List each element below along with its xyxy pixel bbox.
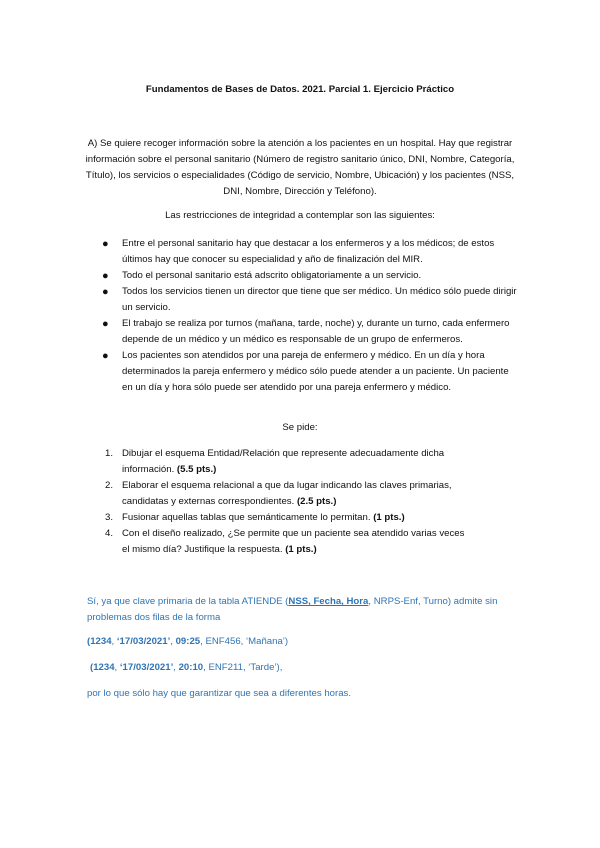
bullet-icon: ●: [102, 350, 109, 362]
tasks-heading: Se pide:: [282, 422, 318, 433]
restriction-text: Entre el personal sanitario hay que destacar a los enfermeros y a los médicos; de estos últimos hay que conocer su especialidad y año de finalización del MIR.: [122, 238, 495, 265]
task-points: (5.5 pts.): [176, 464, 217, 475]
bullet-icon: ●: [102, 318, 109, 330]
row-rest: , ENF211, ‘Tarde’),: [203, 662, 283, 673]
sep: ,: [111, 636, 117, 647]
task-number: 1.: [105, 448, 114, 459]
row-fecha: ‘17/03/2021’: [119, 662, 174, 673]
tasks-list: [100, 446, 470, 558]
primary-key: NSS, Fecha, Hora: [288, 596, 369, 607]
task-text: Con el diseño realizado, ¿Se permite que un paciente sea atendido varias veces el mismo día? Justifique la respuesta.: [122, 528, 465, 555]
example-row-1: [87, 634, 527, 650]
row-nss: 1234: [90, 636, 112, 647]
sep: ,: [114, 662, 120, 673]
task-points: (2.5 pts.): [296, 496, 337, 507]
bullet-icon: ●: [102, 270, 109, 282]
problem-statement: A) Se quiere recoger información sobre la atención a los pacientes en un hospital. Hay que registrar información sobre el personal sanitario (Número de registro sanitario único, DNI, Nombre, Categoría, Título), los servicios o especialidades (Código de servicio, Nombre, Ubicación) y los pacientes (NSS, DNI, Nombre, Dirección y Teléfono).: [85, 138, 515, 197]
example-row-2: [90, 660, 530, 676]
bullet-icon: ●: [102, 238, 109, 250]
answer-text: Sí, ya que clave primaria de la tabla ATIENDE (: [87, 596, 289, 607]
task-number: 3.: [105, 512, 114, 523]
sep: ,: [173, 662, 179, 673]
row-hora: 09:25: [175, 636, 201, 647]
restriction-item: [100, 316, 518, 348]
restriction-item: [100, 268, 518, 284]
document-title: Fundamentos de Bases de Datos. 2021. Parcial 1. Ejercicio Práctico: [145, 84, 455, 95]
row-rest: , ENF456, ‘Mañana’): [200, 636, 289, 647]
task-item: [100, 510, 470, 526]
restrictions-list: [100, 236, 518, 396]
restriction-item: [100, 236, 518, 268]
restriction-item: [100, 348, 518, 396]
task-points: (1 pts.): [373, 512, 405, 523]
restriction-text: Los pacientes son atendidos por una pareja de enfermero y médico. En un día y hora determinados la pareja enfermero y médico sólo puede atender a un paciente. Un paciente en un día y hora sólo puede ser atendido por una pareja enfermero y médico.: [122, 350, 509, 393]
task-points: (1 pts.): [285, 544, 317, 555]
paren: (: [87, 636, 91, 647]
restriction-text: Todos los servicios tienen un director que tiene que ser médico. Un médico sólo puede dirigir un servicio.: [122, 286, 517, 313]
answer-conclusion: por lo que sólo hay que garantizar que sea a diferentes horas.: [87, 688, 352, 699]
row-hora: 20:10: [178, 662, 204, 673]
task-text: Elaborar el esquema relacional a que da lugar indicando las claves primarias, candidatas y externas correspondientes.: [122, 480, 452, 507]
task-number: 2.: [105, 480, 114, 491]
restrictions-heading: Las restricciones de integridad a contemplar son las siguientes:: [165, 210, 435, 221]
task-item: [100, 478, 470, 510]
restriction-text: El trabajo se realiza por turnos (mañana, tarde, noche) y, durante un turno, cada enfermero depende de un médico y un médico es responsable de un grupo de enfermeros.: [122, 318, 510, 345]
task-item: [100, 526, 470, 558]
restriction-text: Todo el personal sanitario está adscrito obligatoriamente a un servicio.: [122, 270, 422, 281]
answer-text: , NRPS-Enf, Turno) admite sin problemas dos filas de la forma: [87, 596, 498, 623]
row-nss: 1234: [93, 662, 115, 673]
task-text: Fusionar aquellas tablas que semánticamente lo permitan.: [122, 512, 374, 523]
paren: (: [90, 662, 94, 673]
bullet-icon: ●: [102, 286, 109, 298]
restriction-item: [100, 284, 518, 316]
task-text: Dibujar el esquema Entidad/Relación que represente adecuadamente dicha información.: [122, 448, 445, 475]
sep: ,: [170, 636, 176, 647]
answer-paragraph: [87, 594, 527, 626]
task-number: 4.: [105, 528, 114, 539]
row-fecha: ‘17/03/2021’: [116, 636, 171, 647]
task-item: [100, 446, 470, 478]
